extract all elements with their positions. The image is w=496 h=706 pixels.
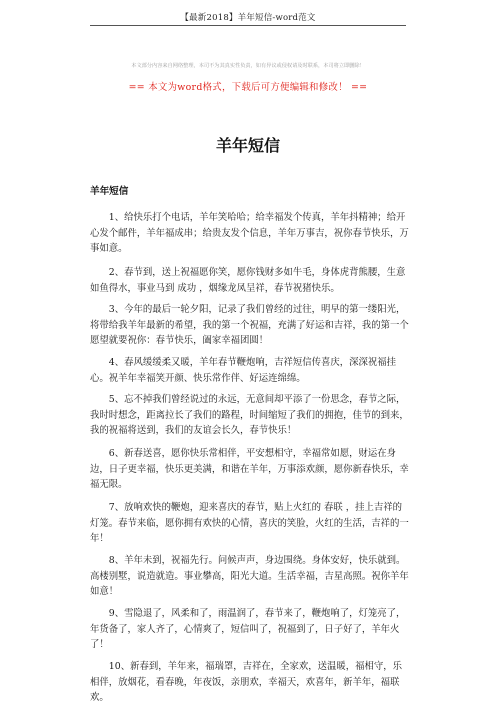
paragraph-7: 7、放响欢快的鞭炮，迎来喜庆的春节，贴上火红的 春联 ，挂上吉祥的灯笼。春节来临，愿你拥有欢快的心情，喜庆的笑脸，火红的生活，吉祥的一年！ xyxy=(90,502,409,544)
document-title: 羊年短信 xyxy=(215,136,280,155)
paragraph-1: 1、给快乐打个电话，羊年笑哈哈；给幸福发个传真，羊年抖精神；给开心发个邮件，羊年福成串；给贵友发个信息，羊年万事吉，祝你春节快乐，万事如意。 xyxy=(90,212,409,254)
header-title: 【最新2018】羊年短信-word范文 xyxy=(180,13,316,23)
section-heading: 羊年短信 xyxy=(90,186,129,197)
header-divider xyxy=(90,25,406,26)
paragraph-4: 4、春风缓缓柔又暖，羊年春节鞭炮响，吉祥短信传喜庆，深深祝福挂心。祝羊年幸福笑开颜、快乐常作伴、好运连绵绵。 xyxy=(90,357,397,384)
paragraph-9: 9、雪隐退了，风柔和了，雨温润了，春节来了，鞭炮响了，灯笼亮了，年货备了，家人齐了，心情爽了，短信叫了，祝福到了，日子好了，羊年火了！ xyxy=(90,608,406,650)
paragraph-8: 8、羊年未到，祝福先行。问候声声，身边围绕。身体安好，快乐就到。高楼别墅，说造就造。事业攀高，阳光大道。生活幸福，吉星高照。祝你羊年如意！ xyxy=(90,555,409,597)
paragraph-5: 5、忘不掉我们曾经说过的永远，无意间却平添了一份思念，春节之际，我时时想念，距离拉长了我们的路程，时间缩短了我们的拥抱，佳节的到来，我的祝福将送到，我们的友谊会长久，春节快乐！ xyxy=(90,394,409,436)
disclaimer-text: 本文部分内容来自网络整理，本司不为其真实性负责，如有异议或侵权请及时联系，本司将立即删除！ xyxy=(131,63,365,69)
paragraph-10: 10、新春到，羊年来，福瑞罩，吉祥在，全家欢，送温暖，福相守，乐相伴，放烟花，看春晚，年夜饭，亲朋欢，幸福天，欢喜年，新羊年，福联欢。 xyxy=(90,661,402,703)
paragraph-2: 2、春节到，送上祝福愿你笑，愿你钱财多如牛毛，身体虎背熊腰，生意如鱼得水，事业马到 成功 ，烟缘龙凤呈祥，春节祝猪快乐。 xyxy=(90,267,406,294)
format-notice: == 本文为word格式，下载后可方便编辑和修改！ == xyxy=(128,82,368,93)
paragraph-3: 3、今年的最后一轮夕阳，记录了我们曾经的过往，明早的第一缕阳光，将带给我羊年最新的希望，我的第一个祝福，充满了好运和吉祥，我的第一个愿望就要祝你：春节快乐，阖家幸福团圆！ xyxy=(90,304,409,346)
paragraph-6: 6、新春送喜，愿你快乐常相伴，平安想相守，幸福常如愿，财运在身边，日子更幸福，快乐更美满，和谐在羊年，万事添欢颜，愿你新春快乐，幸福无限。 xyxy=(90,448,409,490)
